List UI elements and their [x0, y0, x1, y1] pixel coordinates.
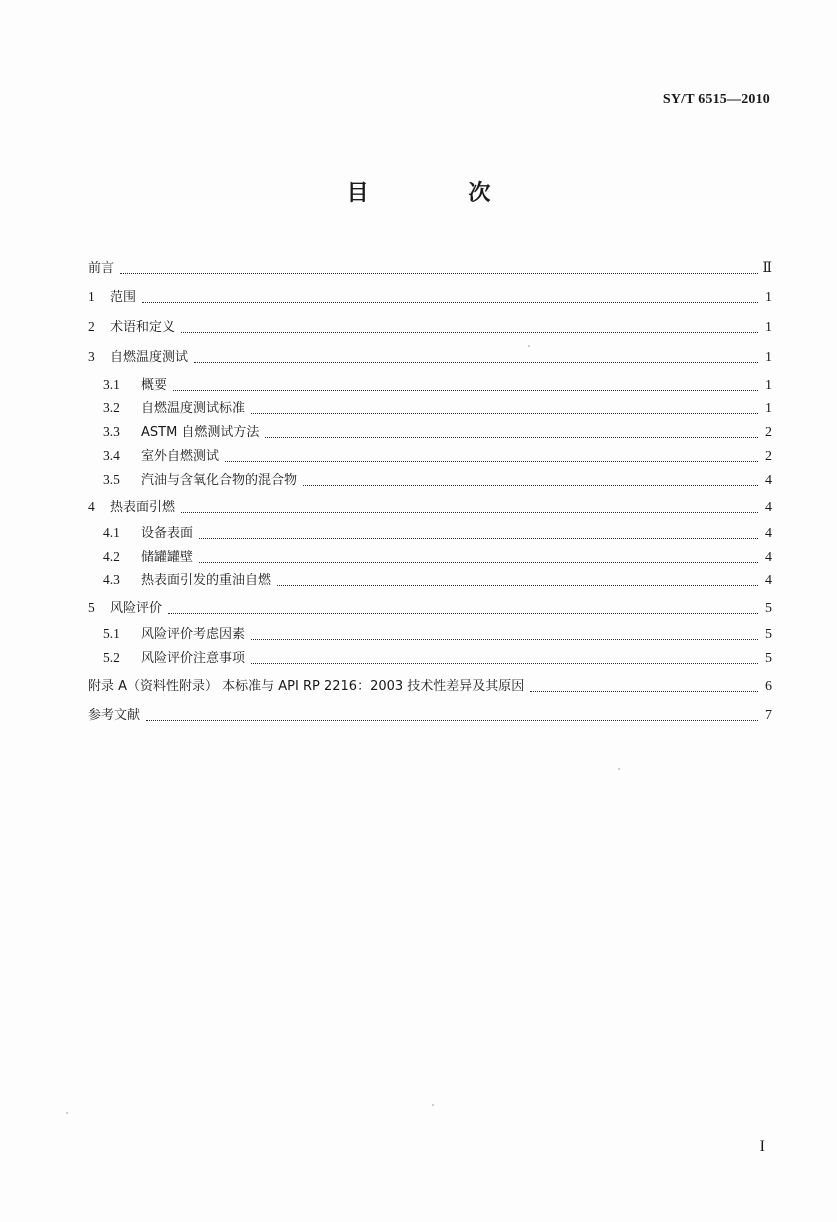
toc-entry[interactable]	[88, 345, 772, 367]
standard-code: SY/T 6515—2010	[662, 92, 770, 107]
page-number: I	[759, 1138, 765, 1155]
toc-entry-label	[88, 599, 162, 618]
toc-entry[interactable]	[88, 256, 772, 278]
toc-title: 目 次	[346, 181, 537, 206]
toc-entry-title: ASTM 自燃测试方法	[141, 425, 260, 440]
toc-leader-dots	[251, 413, 758, 414]
toc-entry-title: 范围	[110, 290, 137, 305]
toc-entry-label	[88, 348, 188, 367]
toc-leader-dots	[303, 485, 758, 486]
toc-leader-dots	[530, 691, 758, 692]
toc-leader-dots	[199, 562, 758, 563]
toc-leader-dots	[142, 302, 758, 303]
toc-entry[interactable]	[103, 444, 772, 466]
toc-entry-title: 前言	[88, 261, 115, 276]
toc-entry-page: 4	[765, 500, 772, 515]
toc-entry-title: 热表面引发的重油自燃	[141, 573, 272, 588]
scan-speck	[66, 1112, 68, 1114]
toc-entry[interactable]	[103, 521, 772, 543]
toc-entry-title: 概要	[141, 378, 168, 393]
toc-leader-dots	[225, 461, 758, 462]
toc-entry-page: 5	[765, 627, 772, 642]
toc-leader-dots	[265, 437, 758, 438]
toc-entry-page: 5	[765, 651, 772, 666]
toc-entry-page: 1	[765, 290, 772, 305]
toc-entry[interactable]	[103, 568, 772, 590]
toc-leader-dots	[181, 332, 758, 333]
toc-entry[interactable]	[103, 420, 772, 442]
toc-entry-number: 1	[88, 289, 95, 304]
toc-entry-page: 4	[765, 550, 772, 565]
toc-entry[interactable]	[103, 646, 772, 668]
toc-entry-label	[103, 423, 259, 442]
toc-entry-title: 自燃温度测试标准	[141, 401, 246, 416]
toc-leader-dots	[199, 538, 758, 539]
toc-entry-page: 4	[765, 473, 772, 488]
toc-entry[interactable]	[103, 545, 772, 567]
toc-entry-title: 室外自燃测试	[141, 449, 220, 464]
toc-entry[interactable]	[103, 396, 772, 418]
toc-entry-label	[88, 677, 524, 696]
toc-leader-dots	[181, 512, 758, 513]
toc-entry-page: 1	[765, 401, 772, 416]
toc-entry[interactable]	[88, 674, 772, 696]
toc-entry-page: 1	[765, 320, 772, 335]
toc-entry-title: 设备表面	[141, 526, 194, 541]
toc-entry-label	[88, 318, 175, 337]
toc-entry-page: 6	[765, 679, 772, 694]
toc-entry-number: 3.4	[103, 448, 120, 463]
toc-entry[interactable]	[103, 622, 772, 644]
toc-entry-number: 3.3	[103, 424, 120, 439]
toc-entry-number: 2	[88, 319, 95, 334]
toc-entry-number: 4	[88, 499, 95, 514]
toc-entry-number: 4.2	[103, 549, 120, 564]
scan-speck	[432, 1104, 434, 1106]
toc-entry-page: 1	[765, 378, 772, 393]
toc-entry-title: 储罐罐壁	[141, 550, 194, 565]
toc-entry-title: 汽油与含氧化合物的混合物	[141, 473, 298, 488]
toc-entry[interactable]	[88, 596, 772, 618]
toc-entry-page: 1	[765, 350, 772, 365]
toc-entry[interactable]	[103, 373, 772, 395]
toc-entry[interactable]	[88, 285, 772, 307]
toc-entry-label	[88, 259, 114, 278]
toc-entry-number: 5.2	[103, 650, 120, 665]
toc-entry-title: 附录 A（资料性附录） 本标准与 API RP 2216：2003 技术性差异及其原因	[88, 679, 525, 694]
toc-entry-number: 5	[88, 600, 95, 615]
toc-leader-dots	[251, 663, 758, 664]
toc-entry-label	[88, 288, 136, 307]
toc-entry-number: 3.1	[103, 377, 120, 392]
scan-speck	[528, 345, 530, 347]
toc-entry-label	[103, 625, 245, 644]
toc-entry-title: 热表面引燃	[110, 500, 176, 515]
toc-entry-page: Ⅱ	[762, 261, 772, 276]
toc-entry-number: 3.5	[103, 472, 120, 487]
toc-entry[interactable]	[103, 468, 772, 490]
toc-leader-dots	[173, 390, 758, 391]
toc-entry-number: 4.1	[103, 525, 120, 540]
toc-entry-number: 3.2	[103, 400, 120, 415]
toc-leader-dots	[251, 639, 758, 640]
toc-entry[interactable]	[88, 495, 772, 517]
toc-entry-page: 4	[765, 526, 772, 541]
scan-speck	[618, 768, 620, 770]
toc-entry-label	[103, 376, 167, 395]
toc-entry-number: 4.3	[103, 572, 120, 587]
toc-entry-page: 5	[765, 601, 772, 616]
toc-entry-title: 术语和定义	[110, 320, 176, 335]
toc-entry-label	[103, 447, 219, 466]
toc-entry-label	[88, 706, 140, 725]
toc-leader-dots	[120, 273, 758, 274]
toc-entry-label	[103, 399, 245, 418]
toc-entry-title: 参考文献	[88, 708, 141, 723]
toc-entry-title: 风险评价	[110, 601, 163, 616]
toc-entry-label	[103, 524, 193, 543]
toc-leader-dots	[277, 585, 758, 586]
toc-entry-page: 4	[765, 573, 772, 588]
toc-entry-label	[103, 649, 245, 668]
toc-entry-number: 3	[88, 349, 95, 364]
toc-entry[interactable]	[88, 703, 772, 725]
toc-entry-label	[103, 571, 271, 590]
toc-entry-page: 7	[765, 708, 772, 723]
toc-entry-title: 风险评价考虑因素	[141, 627, 246, 642]
toc-entry[interactable]	[88, 315, 772, 337]
toc-entry-label	[103, 471, 297, 490]
toc-leader-dots	[146, 720, 758, 721]
toc-entry-page: 2	[765, 425, 772, 440]
toc-entry-label	[103, 548, 193, 567]
toc-entry-title: 风险评价注意事项	[141, 651, 246, 666]
toc-entry-title: 自燃温度测试	[110, 350, 189, 365]
toc-leader-dots	[168, 613, 758, 614]
toc-leader-dots	[194, 362, 758, 363]
toc-entry-number: 5.1	[103, 626, 120, 641]
toc-entry-page: 2	[765, 449, 772, 464]
toc-entry-label	[88, 498, 175, 517]
